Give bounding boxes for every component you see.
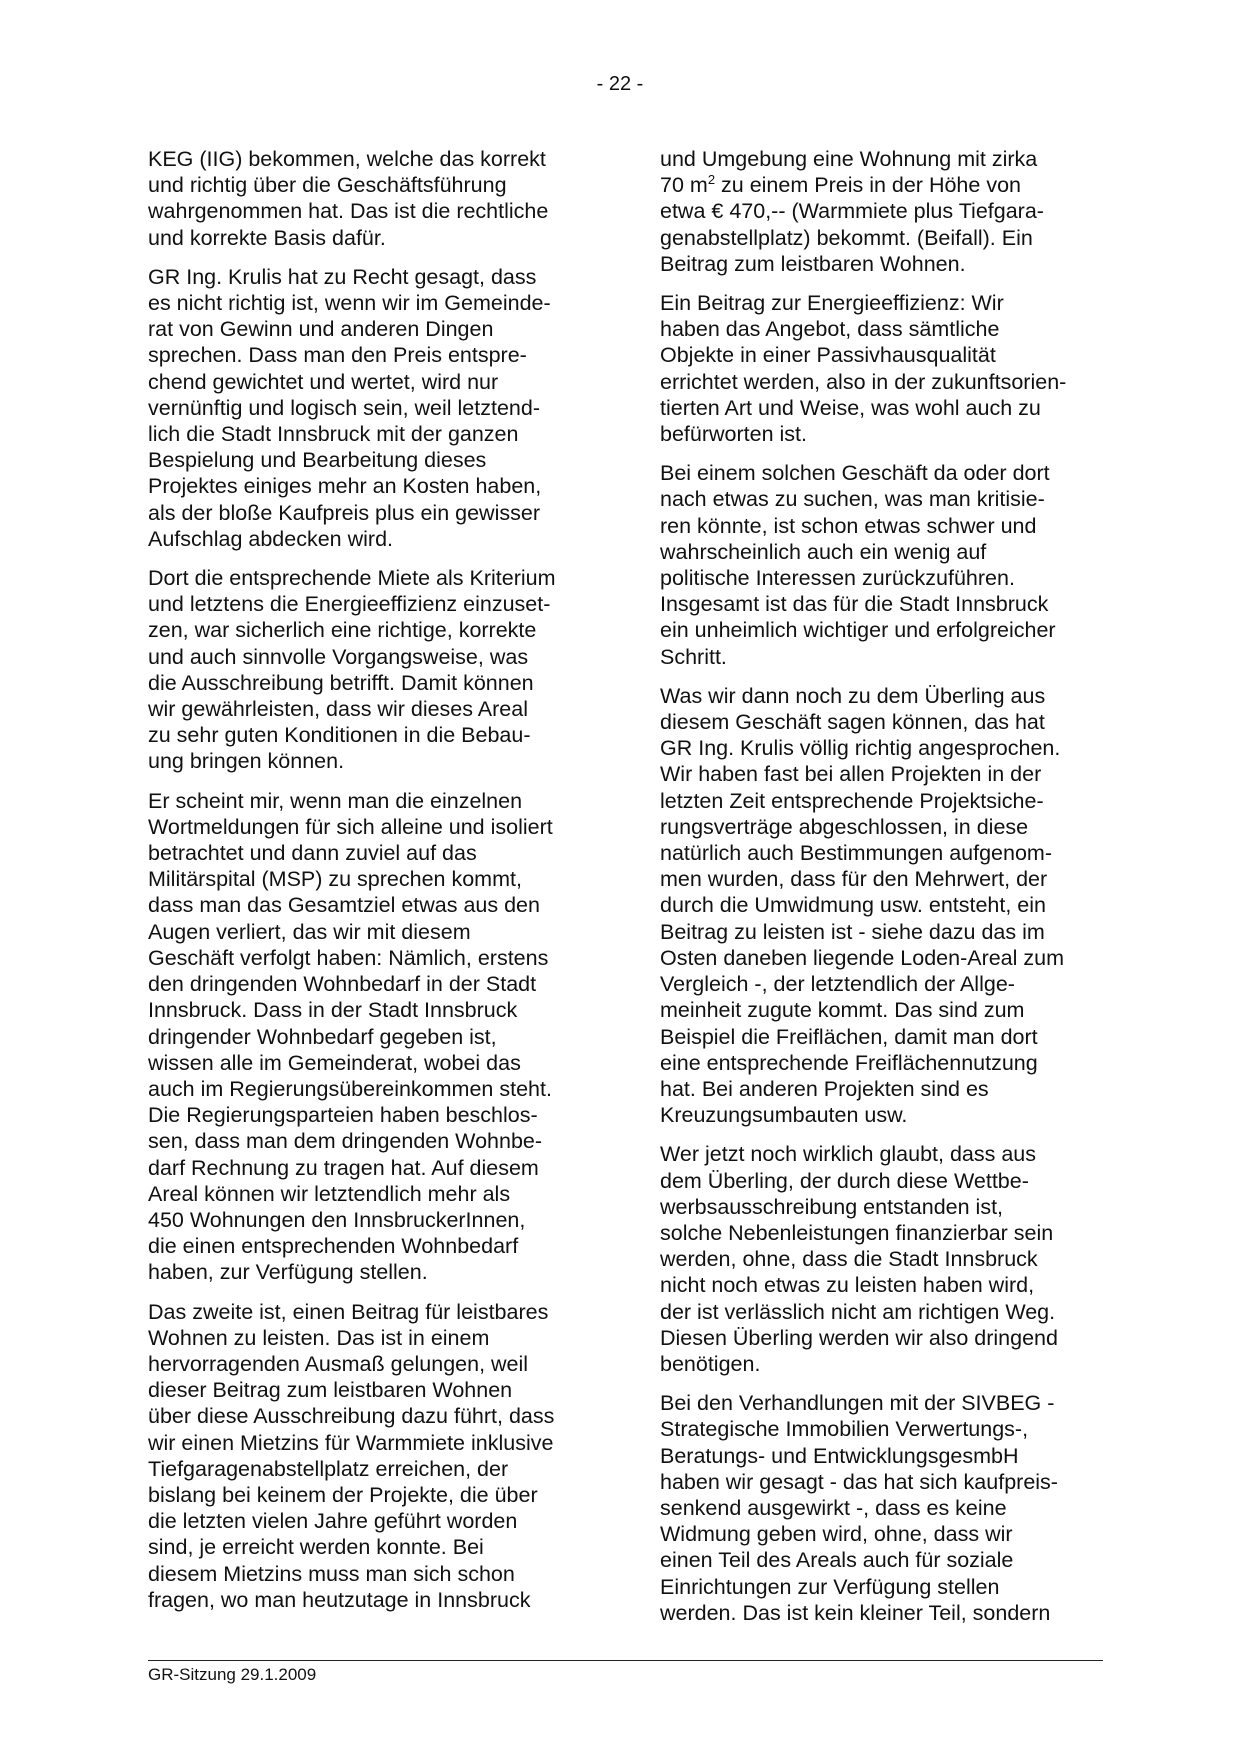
text-line: wir gewährleisten, dass wir dieses Areal — [148, 697, 528, 722]
text-line: ein unheimlich wichtiger und erfolgreicher — [660, 618, 1056, 643]
text-line: ren könnte, ist schon etwas schwer und — [660, 513, 1037, 538]
paragraph — [660, 146, 1105, 277]
text-line: sen, dass man dem dringenden Wohnbe- — [148, 1129, 543, 1154]
text-line: wahrgenommen hat. Das ist die rechtliche — [148, 199, 549, 224]
text-line: Insgesamt ist das für die Stadt Innsbruck — [660, 592, 1049, 617]
page-number: - 22 - — [596, 73, 644, 95]
text-line: diesem Mietzins muss man sich schon — [148, 1561, 515, 1586]
text-line: genabstellplatz) bekommt. (Beifall). Ein — [660, 225, 1033, 250]
text-line: es nicht richtig ist, wenn wir im Gemeinde- — [148, 291, 551, 316]
text-line: befürworten ist. — [660, 422, 807, 447]
text-line: Tiefgaragenabstellplatz erreichen, der — [148, 1456, 509, 1481]
paragraph — [148, 788, 593, 1286]
text-line: Das zweite ist, einen Beitrag für leistbares — [148, 1299, 549, 1324]
text-line: die Ausschreibung betrifft. Damit können — [148, 670, 534, 695]
text-line: und richtig über die Geschäftsführung — [148, 173, 507, 198]
text-line: rungsverträge abgeschlossen, in diese — [660, 814, 1029, 839]
text-line: Wer jetzt noch wirklich glaubt, dass aus — [660, 1142, 1037, 1167]
text-line: nach etwas zu suchen, was man kritisie- — [660, 487, 1045, 512]
text-line: haben das Angebot, dass sämtliche — [660, 317, 1000, 342]
text-line: Wohnen zu leisten. Das ist in einem — [148, 1325, 490, 1350]
text-line: Aufschlag abdecken wird. — [148, 526, 394, 551]
text-line: werden, ohne, dass die Stadt Innsbruck — [660, 1247, 1038, 1272]
text-line: durch die Umwidmung usw. entsteht, ein — [660, 893, 1047, 918]
text-line: Schritt. — [660, 644, 727, 669]
text-line: die einen entsprechenden Wohnbedarf — [148, 1234, 519, 1259]
paragraph — [660, 1390, 1105, 1626]
text-line: 450 Wohnungen den InnsbruckerInnen, — [148, 1207, 526, 1232]
text-line: Beitrag zu leisten ist - siehe dazu das im — [660, 919, 1045, 944]
text-line: wissen alle im Gemeinderat, wobei das — [148, 1050, 521, 1075]
text-line: Was wir dann noch zu dem Überling aus — [660, 683, 1046, 708]
text-line: wir einen Mietzins für Warmmiete inklusive — [148, 1430, 554, 1455]
text-line: sind, je erreicht werden konnte. Bei — [148, 1535, 484, 1560]
text-fragment: zu einem Preis in der Höhe von — [715, 173, 1021, 198]
paragraph — [148, 146, 593, 251]
text-line: hervorragenden Ausmaß gelungen, weil — [148, 1351, 529, 1376]
superscript: 2 — [707, 172, 716, 188]
text-line: über diese Ausschreibung dazu führt, dass — [148, 1404, 555, 1429]
text-line: Geschäft verfolgt haben: Nämlich, erstens — [148, 945, 549, 970]
text-line: Vergleich -, der letztendlich der Allge- — [660, 972, 1015, 997]
text-line: letzten Zeit entsprechende Projektsiche- — [660, 788, 1044, 813]
text-line: dieser Beitrag zum leistbaren Wohnen — [148, 1378, 513, 1403]
text-line: Objekte in einer Passivhausqualität — [660, 343, 996, 368]
paragraph — [148, 1299, 593, 1613]
text-line: chend gewichtet und wertet, wird nur — [148, 369, 499, 394]
text-line: Die Regierungsparteien haben beschlos- — [148, 1103, 538, 1128]
text-line: hat. Bei anderen Projekten sind es — [660, 1076, 989, 1101]
text-line: lich die Stadt Innsbruck mit der ganzen — [148, 422, 519, 447]
text-line: Wir haben fast bei allen Projekten in der — [660, 762, 1042, 787]
text-line: benötigen. — [660, 1351, 761, 1376]
text-line: natürlich auch Bestimmungen aufgenom- — [660, 841, 1052, 866]
text-line: und auch sinnvolle Vorgangsweise, was — [148, 644, 529, 669]
text-line: Strategische Immobilien Verwertungs-, — [660, 1417, 1029, 1442]
text-line: den dringenden Wohnbedarf in der Stadt — [148, 972, 537, 997]
paragraph — [660, 460, 1105, 670]
left-text-column — [148, 146, 593, 1626]
text-line: Kreuzungsumbauten usw. — [660, 1103, 908, 1128]
text-line: Einrichtungen zur Verfügung stellen — [660, 1574, 1000, 1599]
text-line: Bei den Verhandlungen mit der SIVBEG - — [660, 1391, 1055, 1416]
text-line: Augen verliert, das wir mit diesem — [148, 919, 471, 944]
paragraph — [148, 565, 593, 775]
text-line: tierten Art und Weise, was wohl auch zu — [660, 395, 1041, 420]
text-line: diesem Geschäft sagen können, das hat — [660, 710, 1045, 735]
text-line: betrachtet und dann zuviel auf das — [148, 841, 477, 866]
text-line: sprechen. Dass man den Preis entspre- — [148, 343, 527, 368]
text-line: errichtet werden, also in der zukunftsorien- — [660, 369, 1067, 394]
text-line: solche Nebenleistungen finanzierbar sein — [660, 1220, 1054, 1245]
paragraph — [660, 290, 1105, 447]
text-line: Er scheint mir, wenn man die einzelnen — [148, 788, 523, 813]
text-line: Widmung geben wird, ohne, dass wir — [660, 1522, 1013, 1547]
text-line: meinheit zugute kommt. Das sind zum — [660, 998, 1025, 1023]
text-line: nicht noch etwas zu leisten haben wird, — [660, 1273, 1035, 1298]
text-line: GR Ing. Krulis hat zu Recht gesagt, dass — [148, 264, 537, 289]
text-line: Militärspital (MSP) zu sprechen kommt, — [148, 867, 522, 892]
text-line: und letztens die Energieeffizienz einzuset- — [148, 592, 551, 617]
text-line: Osten daneben liegende Loden-Areal zum — [660, 945, 1065, 970]
paragraph — [660, 683, 1105, 1128]
text-line: Beratungs- und EntwicklungsgesmbH — [660, 1443, 1019, 1468]
paragraph — [148, 264, 593, 552]
text-line: GR Ing. Krulis völlig richtig angesprochen. — [660, 736, 1061, 761]
text-line: zen, war sicherlich eine richtige, korrekte — [148, 618, 537, 643]
text-line: etwa € 470,-- (Warmmiete plus Tiefgara- — [660, 199, 1044, 224]
text-line: Wortmeldungen für sich alleine und isoliert — [148, 814, 553, 839]
text-line: haben, zur Verfügung stellen. — [148, 1260, 428, 1285]
right-text-column — [660, 146, 1105, 1639]
text-line: politische Interessen zurückzuführen. — [660, 566, 1015, 591]
text-line: eine entsprechende Freiflächennutzung — [660, 1050, 1038, 1075]
text-line: Beitrag zum leistbaren Wohnen. — [660, 251, 966, 276]
text-line: bislang bei keinem der Projekte, die über — [148, 1482, 538, 1507]
text-line: men wurden, dass für den Mehrwert, der — [660, 867, 1048, 892]
text-line: Areal können wir letztendlich mehr als — [148, 1181, 511, 1206]
text-fragment: 70 m — [660, 173, 708, 198]
paragraph — [660, 1141, 1105, 1377]
text-line: wahrscheinlich auch ein wenig auf — [660, 539, 987, 564]
text-line: Beispiel die Freiflächen, damit man dort — [660, 1024, 1038, 1049]
text-line: werbsausschreibung entstanden ist, — [660, 1194, 1004, 1219]
text-line: Projektes einiges mehr an Kosten haben, — [148, 474, 542, 499]
text-line: der ist verlässlich nicht am richtigen Weg. — [660, 1299, 1056, 1324]
text-line: zu sehr guten Konditionen in die Bebau- — [148, 723, 531, 748]
text-line: rat von Gewinn und anderen Dingen — [148, 317, 494, 342]
text-line: Ein Beitrag zur Energieeffizienz: Wir — [660, 291, 1004, 316]
text-line: Bei einem solchen Geschäft da oder dort — [660, 461, 1050, 486]
footer-divider — [148, 1660, 1103, 1661]
text-line: als der bloße Kaufpreis plus ein gewisser — [148, 500, 540, 525]
text-line: und Umgebung eine Wohnung mit zirka — [660, 147, 1038, 171]
text-line: darf Rechnung zu tragen hat. Auf diesem — [148, 1155, 539, 1180]
text-line: auch im Regierungsübereinkommen steht. — [148, 1076, 552, 1101]
text-line: einen Teil des Areals auch für soziale — [660, 1548, 1014, 1573]
text-line: Dort die entsprechende Miete als Kriterium — [148, 566, 556, 591]
text-line: fragen, wo man heutzutage in Innsbruck — [148, 1587, 531, 1612]
text-line: dass man das Gesamtziel etwas aus den — [148, 893, 540, 918]
text-line: dem Überling, der durch diese Wettbe- — [660, 1168, 1029, 1193]
footer-session-date: GR-Sitzung 29.1.2009 — [148, 1665, 317, 1684]
text-line: haben wir gesagt - das hat sich kaufpreis- — [660, 1469, 1058, 1494]
text-line: Bespielung und Bearbeitung dieses — [148, 448, 487, 473]
text-line: Innsbruck. Dass in der Stadt Innsbruck — [148, 998, 518, 1023]
text-line: KEG (IIG) bekommen, welche das korrekt — [148, 147, 546, 171]
text-line-with-superscript — [660, 172, 1105, 198]
text-line: Diesen Überling werden wir also dringend — [660, 1325, 1058, 1350]
text-line: werden. Das ist kein kleiner Teil, sondern — [660, 1600, 1051, 1625]
text-line: dringender Wohnbedarf gegeben ist, — [148, 1024, 497, 1049]
text-line: vernünftig und logisch sein, weil letztend- — [148, 395, 540, 420]
text-line: senkend ausgewirkt -, dass es keine — [660, 1495, 1007, 1520]
text-line: die letzten vielen Jahre geführt worden — [148, 1509, 518, 1534]
text-line: ung bringen können. — [148, 749, 345, 774]
text-line: und korrekte Basis dafür. — [148, 225, 386, 250]
